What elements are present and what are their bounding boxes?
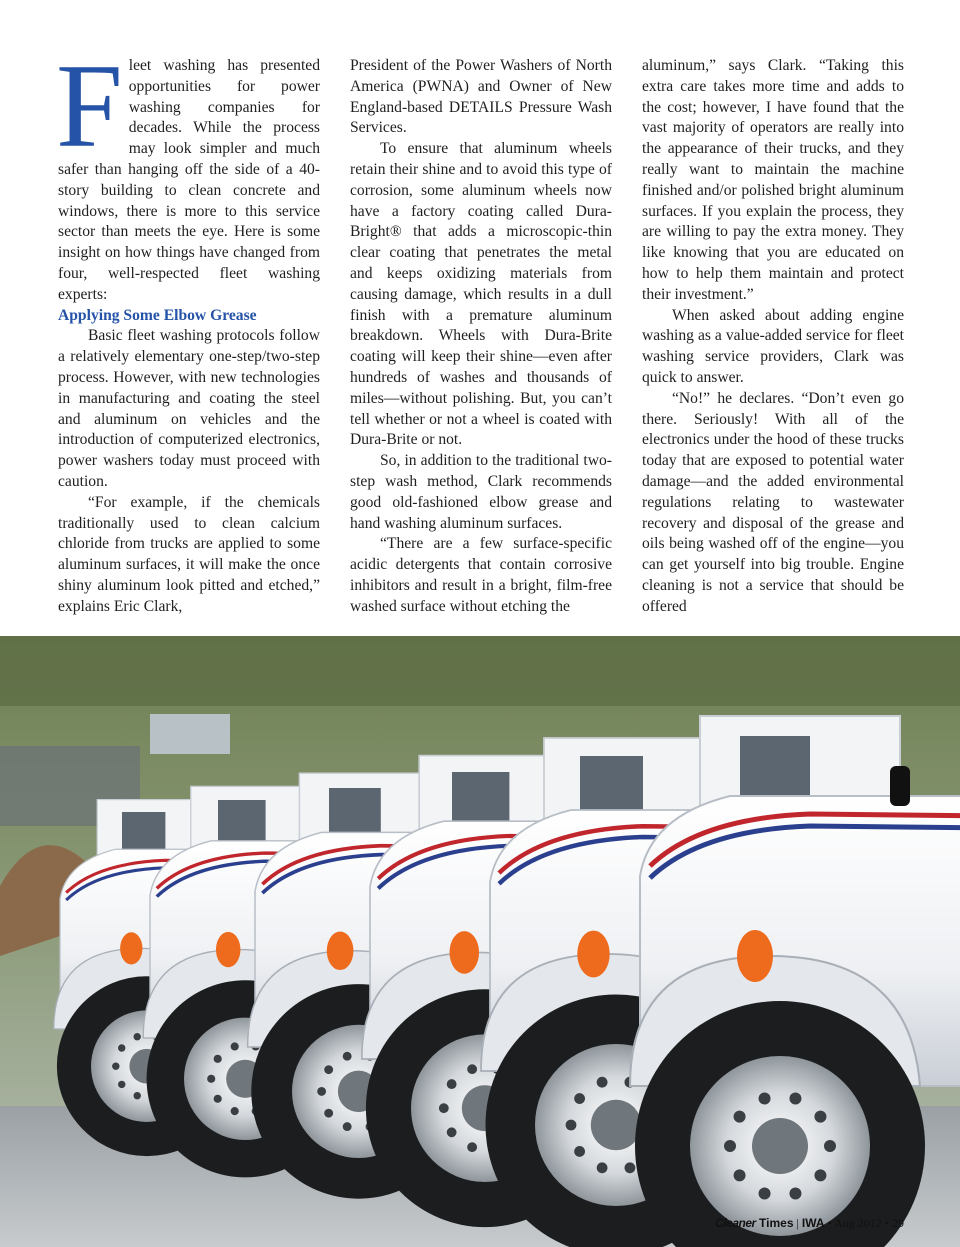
lug-nut <box>447 1127 457 1137</box>
lug-nut <box>134 1092 141 1099</box>
lug-nut <box>789 1188 801 1200</box>
subheading: Applying Some Elbow Grease <box>58 306 257 324</box>
lug-nut <box>597 1162 608 1173</box>
lug-nut <box>574 1146 585 1157</box>
marker-lamp <box>450 931 480 974</box>
marker-lamp <box>120 932 142 964</box>
lug-nut <box>447 1079 457 1089</box>
lug-nut <box>214 1095 222 1103</box>
wheel-hub <box>752 1118 808 1174</box>
lug-nut <box>118 1081 125 1088</box>
truck-window <box>452 772 509 821</box>
lug-nut <box>439 1103 449 1113</box>
lug-nut <box>734 1111 746 1123</box>
lug-nut <box>343 1052 352 1061</box>
lug-nut <box>824 1140 836 1152</box>
truck-window <box>329 788 381 832</box>
lug-nut <box>625 1162 636 1173</box>
paragraph: “For example, if the chemicals traditionally used to clean calcium chloride from trucks are applied to some aluminum surfaces, it will make the once shiny aluminum look pitted and etched,” explains Eric Clark, <box>58 493 320 615</box>
footer-separator: | <box>793 1216 802 1230</box>
wheel-hub <box>591 1100 641 1150</box>
lug-nut <box>814 1111 826 1123</box>
lug-nut <box>814 1169 826 1181</box>
marker-lamp <box>327 932 354 970</box>
paragraph: Basic fleet washing protocols follow a relatively elementary one-step/two-step process. However, with new technologies in manufacturing and coating the steel and aluminum on vehicles and the introduction of computerized electronics, power washers today must proceed with caution. <box>58 327 320 490</box>
lug-nut <box>231 1107 239 1115</box>
lug-nut <box>759 1188 771 1200</box>
lug-nut <box>574 1093 585 1104</box>
lug-nut <box>317 1087 326 1096</box>
lug-nut <box>343 1122 352 1131</box>
truck-window <box>218 800 266 841</box>
lug-nut <box>467 1064 477 1074</box>
paragraph: So, in addition to the traditional two-step wash method, Clark recommends good old-fashioned elbow grease and hand washing aluminum surfaces. <box>350 452 612 532</box>
lug-nut <box>467 1142 477 1152</box>
lug-nut <box>734 1169 746 1181</box>
lug-nut <box>566 1120 577 1131</box>
lug-nut <box>134 1033 141 1040</box>
paragraph: When asked about adding engine washing as a value-added service for fleet washing service providers, Clark was quick to answer. <box>642 306 904 386</box>
lug-nut <box>231 1042 239 1050</box>
paragraph: aluminum,” says Clark. “Taking this extra care takes more time and adds to the cost; however, I have found that the vast majority of operators are really into the appearance of their trucks, and they really want to maintain the machine finished and/or polished bright aluminum surfaces. If you explain the process, they are willing to pay the extra money. They like knowing that you are educated on how to help them maintain and protect their investment.” <box>642 57 904 303</box>
marker-lamp <box>737 930 773 982</box>
marker-lamp <box>577 931 609 978</box>
lug-nut <box>112 1062 119 1069</box>
intro-paragraph: Fleet washing has presented opportunities for power washing companies for decades. While the process may look simpler and much safer than hanging off the side of a 40-story building to clean concrete and windows, there is more to this service sector than meets the eye. Here is some insight on how things have changed from four, well-respected fleet washing experts: <box>56 39 320 303</box>
truck-window <box>580 756 643 810</box>
paragraph: To ensure that aluminum wheels retain their shine and to avoid this type of corrosion, some aluminum wheels now have a factory coating called Dura-Bright® that adds a microscopic-thin clear coating that penetrates the metal and keeps oxidizing materials from causing damage, which results in a dull finish with a premature aluminum breakdown. Wheels with Dura-Brite coating will keep their shine—even after hundreds of washes and thousands of miles—without polishing. But, you can’t tell whether or not a wheel is coated with Dura-Brite or not. <box>350 140 612 449</box>
trucks-photo <box>0 636 960 1247</box>
truck-window <box>122 812 165 849</box>
paragraph: President of the Power Washers of North America (PWNA) and Owner of New England-based DETAILS Pressure Wash Services. <box>350 57 612 137</box>
lug-nut <box>724 1140 736 1152</box>
lug-nut <box>324 1065 333 1074</box>
article-column-3 <box>642 56 904 618</box>
lug-nut <box>789 1092 801 1104</box>
article-column-1 <box>56 39 320 618</box>
lug-nut <box>214 1055 222 1063</box>
lug-nut <box>207 1075 215 1083</box>
paragraph: “No!” he declares. “Don’t even go there. Seriously! With all of the electronics under the hood of these trucks today that are exposed to potential water damage—and the added environmental regulations relating to wastewater recovery and disposal of the grease and oils being washed off of the engine—you can get yourself into big trouble. Engine cleaning is not a service that should be offered <box>642 389 904 615</box>
footer-brand-iwa: IWA <box>801 1216 825 1230</box>
marker-lamp <box>216 932 240 967</box>
truck-window <box>740 736 810 796</box>
drop-cap: F <box>56 39 123 172</box>
footer-issue-page: • Aug 2012 • 29 <box>824 1216 904 1230</box>
lug-nut <box>597 1077 608 1088</box>
paragraph: “There are a few surface-specific acidic detergents that contain corrosive inhibitors and result in a bright, film-free washed surface without etching the <box>350 535 612 615</box>
side-mirror <box>890 766 910 806</box>
article-column-2 <box>350 56 612 618</box>
lug-nut <box>759 1092 771 1104</box>
footer-brand-times: Times <box>755 1216 794 1230</box>
page-footer <box>715 1216 904 1231</box>
lug-nut <box>118 1044 125 1051</box>
footer-brand-cleaner: Cleaner <box>715 1216 756 1230</box>
lug-nut <box>324 1109 333 1118</box>
